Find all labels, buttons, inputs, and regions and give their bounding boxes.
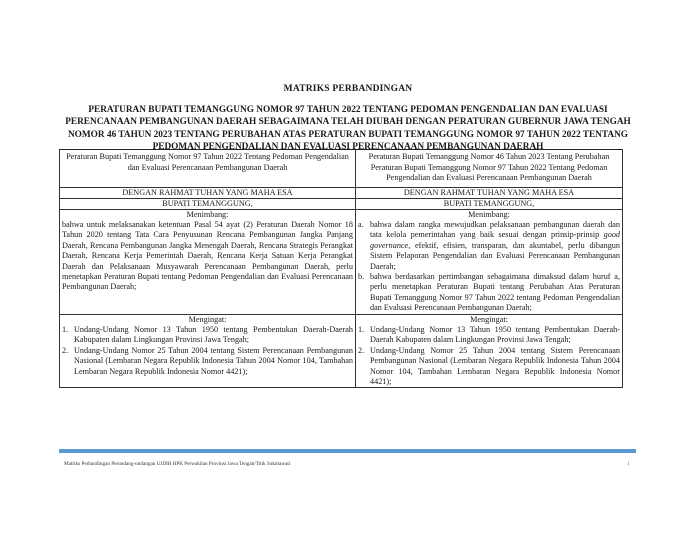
list-item [358, 272, 620, 314]
document-title: MATRIKS PERBANDINGAN [283, 84, 413, 94]
document-subtitle: PERATURAN BUPATI TEMANGGUNG NOMOR 97 TAHUN 2022 TENTANG PEDOMAN PENGENDALIAN DAN EVALUASI PERENCANAAN PEMBANGUNAN DAERAH SEBAGAIMANA TELAH DIUBAH DENGAN PERATURAN GUBERNUR JAWA TENGAH NOMOR 46 TAHUN 2023 TENTANG PERUBAHAN ATAS PERATURAN BUPATI TEMANGGUNG NOMOR 97 TAHUN 2022 TENTANG PEDOMAN PENGENDALIAN DAN EVALUASI PERENCANAAN PEMBANGUNAN DAERAH [65, 105, 631, 153]
right-rahmat: DENGAN RAHMAT TUHAN YANG MAHA ESA [356, 187, 623, 198]
table-row-menimbang [60, 209, 623, 314]
page-number: 1 [627, 461, 630, 467]
list-item-number: b. [358, 271, 365, 281]
list-item-number: 2. [62, 345, 69, 355]
list-item [358, 325, 620, 346]
list-item-number: a. [358, 219, 364, 229]
left-menimbang-label: Menimbang: [186, 209, 229, 219]
left-mengingat-cell [60, 314, 356, 388]
text-segment: , efektif, efisien, transparan, dan akuntabel, perlu dibangun Sistem Pelaporan Pengendalian dan Evaluasi Perencanaan Pembangunan Daerah; [370, 240, 620, 271]
comparison-table [59, 149, 623, 388]
list-item [358, 346, 620, 388]
list-item-number: 2. [358, 345, 365, 355]
list-item-number: 1. [358, 324, 365, 334]
list-item [62, 346, 353, 377]
list-item [358, 220, 620, 272]
list-item-text [370, 220, 620, 272]
left-mengingat-label: Mengingat: [188, 314, 227, 324]
list-item-text: Undang-Undang Nomor 25 Tahun 2004 tentang Sistem Perencanaan Pembangunan Nasional (Lembaran Negara Republik Indonesia Tahun 2004 Nomor 104, Tambahan Lembaran Negara Republik Indonesia Nomor 4421); [370, 345, 620, 386]
right-mengingat-cell [356, 314, 623, 388]
table-row-mengingat [60, 314, 623, 388]
left-column-header: Peraturan Bupati Temanggung Nomor 97 Tahun 2022 Tentang Pedoman Pengendalian dan Evaluasi Perencanaan Pembangunan Daerah [60, 150, 356, 188]
footer-text: Matriks Perbandingan Perundang-undangan UJDIH BPK Perwakilan Provinsi Jawa Tengah/Titik Sukmawati [64, 461, 291, 467]
list-item-text: Undang-Undang Nomor 13 Tahun 1950 tentang Pembentukan Daerah-Daerah Kabupaten dalam Lingkungan Provinsi Jawa Tengah; [74, 324, 353, 345]
right-menimbang-cell [356, 209, 623, 314]
right-bupati: BUPATI TEMANGGUNG, [356, 198, 623, 209]
italic-term: good governance [370, 230, 620, 250]
list-item-text: bahwa berdasarkan pertimbangan sebagaimana dimaksud dalam huruf a, perlu menetapkan Peraturan Bupati tentang Perubahan Atas Peraturan Bupati Temanggung Nomor 97 Tahun 2022 tentang Pedoman Pengendalian dan Evaluasi Perencanaan Pembangunan Daerah; [370, 271, 620, 313]
right-column-header: Peraturan Bupati Temanggung Nomor 46 Tahun 2023 Tentang Perubahan Peraturan Bupati Temanggung Nomor 97 Tahun 2022 Tentang Pedoman Pengendalian dan Evaluasi Perencanaan Pembangunan Daerah [356, 150, 623, 188]
right-mengingat-label: Mengingat: [470, 314, 508, 324]
list-item-text: Undang-Undang Nomor 25 Tahun 2004 tentang Sistem Perencanaan Pembangunan Nasional (Lembaran Negara Republik Indonesia Tahun 2004 Nomor 104, Tambahan Lembaran Negara Republik Indonesia Nomor 4421); [74, 345, 353, 376]
list-item-number: 1. [62, 324, 69, 334]
list-item [62, 325, 353, 346]
text-segment: bahwa dalam rangka mewujudkan pelaksanaan pembangunan daerah dan tata kelola pemerintahan yang baik sesuai dengan prinsip-prinsip [370, 219, 620, 240]
table-header-row [60, 150, 623, 188]
list-item-text: Undang-Undang Nomor 13 Tahun 1950 tentang Pembentukan Daerah-Daerah Kabupaten dalam Lingkungan Provinsi Jawa Tengah; [370, 324, 620, 345]
right-menimbang-label: Menimbang: [468, 209, 510, 219]
table-row [60, 187, 623, 198]
table-row [60, 198, 623, 209]
footer-divider-bar [59, 449, 636, 453]
left-menimbang-cell [60, 209, 356, 314]
left-bupati: BUPATI TEMANGGUNG, [60, 198, 356, 209]
left-rahmat: DENGAN RAHMAT TUHAN YANG MAHA ESA [60, 187, 356, 198]
left-menimbang-text: bahwa untuk melaksanakan ketentuan Pasal 54 ayat (2) Peraturan Daerah Nomor 18 Tahun 2020 tentang Tata Cara Penyusunan Rencana Pembangunan Jangka Panjang Daerah, Rencana Pembangunan Jangka Menengah Daerah, Rencana Strategis Perangkat Daerah, Rencana Kerja Pemerintah Daerah, Rencana Kerja Satuan Kerja Perangkat Daerah dan Pelaksanaan Musyawarah Perencanaan Pembangunan Daerah, perlu menetapkan Peraturan Bupati tentang Pedoman Pengendalian dan Evaluasi Perencanaan Pembangunan Daerah; [62, 219, 353, 292]
